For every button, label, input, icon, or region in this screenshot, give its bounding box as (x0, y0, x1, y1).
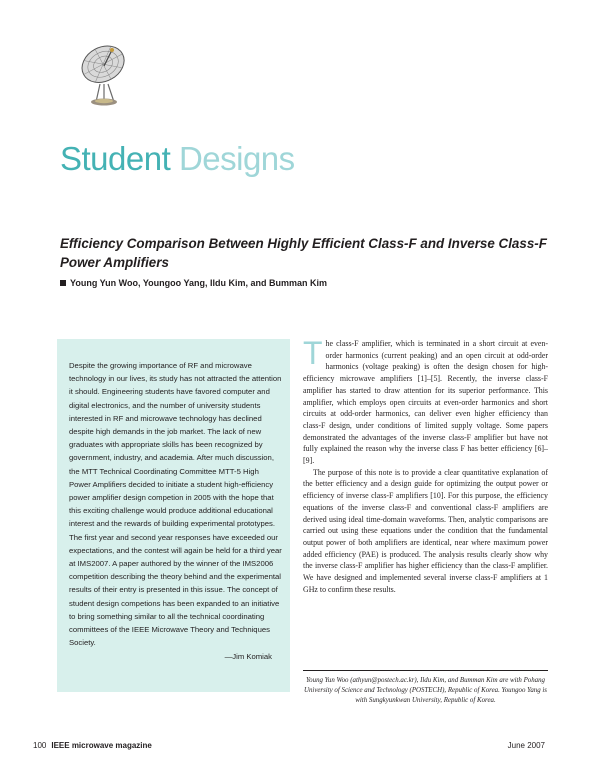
body-paragraph-1 (303, 335, 548, 467)
author-affiliation-footnote: Young Yun Woo (athyun@postech.ac.kr), Ildu Kim, and Bumman Kim are with Pohang University of Science and Technology (POSTECH), Republic of Korea. Youngoo Yang is with Sungkyunkwan University, Republic of Korea. (303, 677, 547, 704)
page-number: 100 (33, 741, 47, 750)
satellite-dish-icon (76, 40, 132, 110)
page-footer-left (33, 741, 152, 750)
square-bullet-icon (60, 280, 66, 286)
issue-date: June 2007 (507, 741, 545, 750)
section-title-student: Student (60, 140, 171, 177)
article-body (303, 335, 548, 595)
magazine-name: IEEE microwave magazine (51, 741, 152, 750)
footnote-divider (303, 670, 548, 671)
author-line (60, 278, 327, 288)
body-paragraph-1-text: he class-F amplifier, which is terminated in a short circuit at even-order harmonics (current peaking) and an open circuit at odd-order harmonics (voltage peaking) is often the design chosen for high-efficiency microwave amplifiers [1]–[5]. Recently, the inverse class-F amplifier has started to draw attention for its superior performance. This amplifier, which employs open circuits at even-order harmonics and short circuits at odd-order harmonics, can deliver even higher efficiency than class-F design, under conditions of limited supply voltage. Some papers demonstrated the advantages of the inverse class-F amplifier but have not fully explained the reason why the inverse class F has better efficiency [6]–[9]. (303, 339, 548, 466)
drop-cap: T (303, 335, 323, 371)
sidebar-text: Despite the growing importance of RF and microwave technology in our lives, its study has not attracted the attention it should. Engineering students have favored computer and digital electronics, and the number of university students interested in RF and microwave technology has declined despite high demands in the job market. The lack of new graduates with appropriate skills has been recognized by government, industry, and academia. After much discussion, the MTT Technical Coordinating Committee MTT-5 High Power Amplifiers decided to initiate a student high-efficiency power amplifier design competion in 2005 with the hope that this exciting challenge would produce additional educational interest and the rewards of building experimental prototypes. The first year and second year responses have exceeded our expectations, and the contest will again be held for a third year at IMS2007. A paper authored by the winner of the IMS2006 competition describing the theory behind and the experimental results of their entry is presented in this issue. The concept of student design competions has been expanded to an initiative to bring something similar to all the technical coordinating committees of the IEEE Microwave Theory and Techniques Society. (69, 361, 282, 648)
sidebar-signature: —Jim Komiak (224, 652, 272, 662)
body-paragraph-2: The purpose of this note is to provide a clear quantitative explanation of the better efficiency and a design guide for optimizing the output power or efficiency of inverse class-F amplifiers [10]. For this purpose, the efficiency equations of the inverse class-F and conventional class-F amplifiers are derived using ideal time-domain waveforms. Then, analytic comparisons are carried out using these equations under the condition that the fundamental output power of both amplifiers are identical, near where maximum power added efficiency (PAE) is produced. The analysis results clearly show why the inverse class-F amplifier has higher efficiency than the class-F amplifier. We have designed and implemented several inverse class-F amplifiers at 1 GHz to confirm these results. (303, 467, 548, 594)
section-title (60, 140, 295, 178)
authors: Young Yun Woo, Youngoo Yang, Ildu Kim, and Bumman Kim (70, 278, 328, 288)
section-title-designs: Designs (178, 140, 295, 177)
article-title: Efficiency Comparison Between Highly Efficient Class-F and Inverse Class-F Power Amplifiers (60, 236, 547, 270)
editor-sidebar (57, 339, 290, 692)
